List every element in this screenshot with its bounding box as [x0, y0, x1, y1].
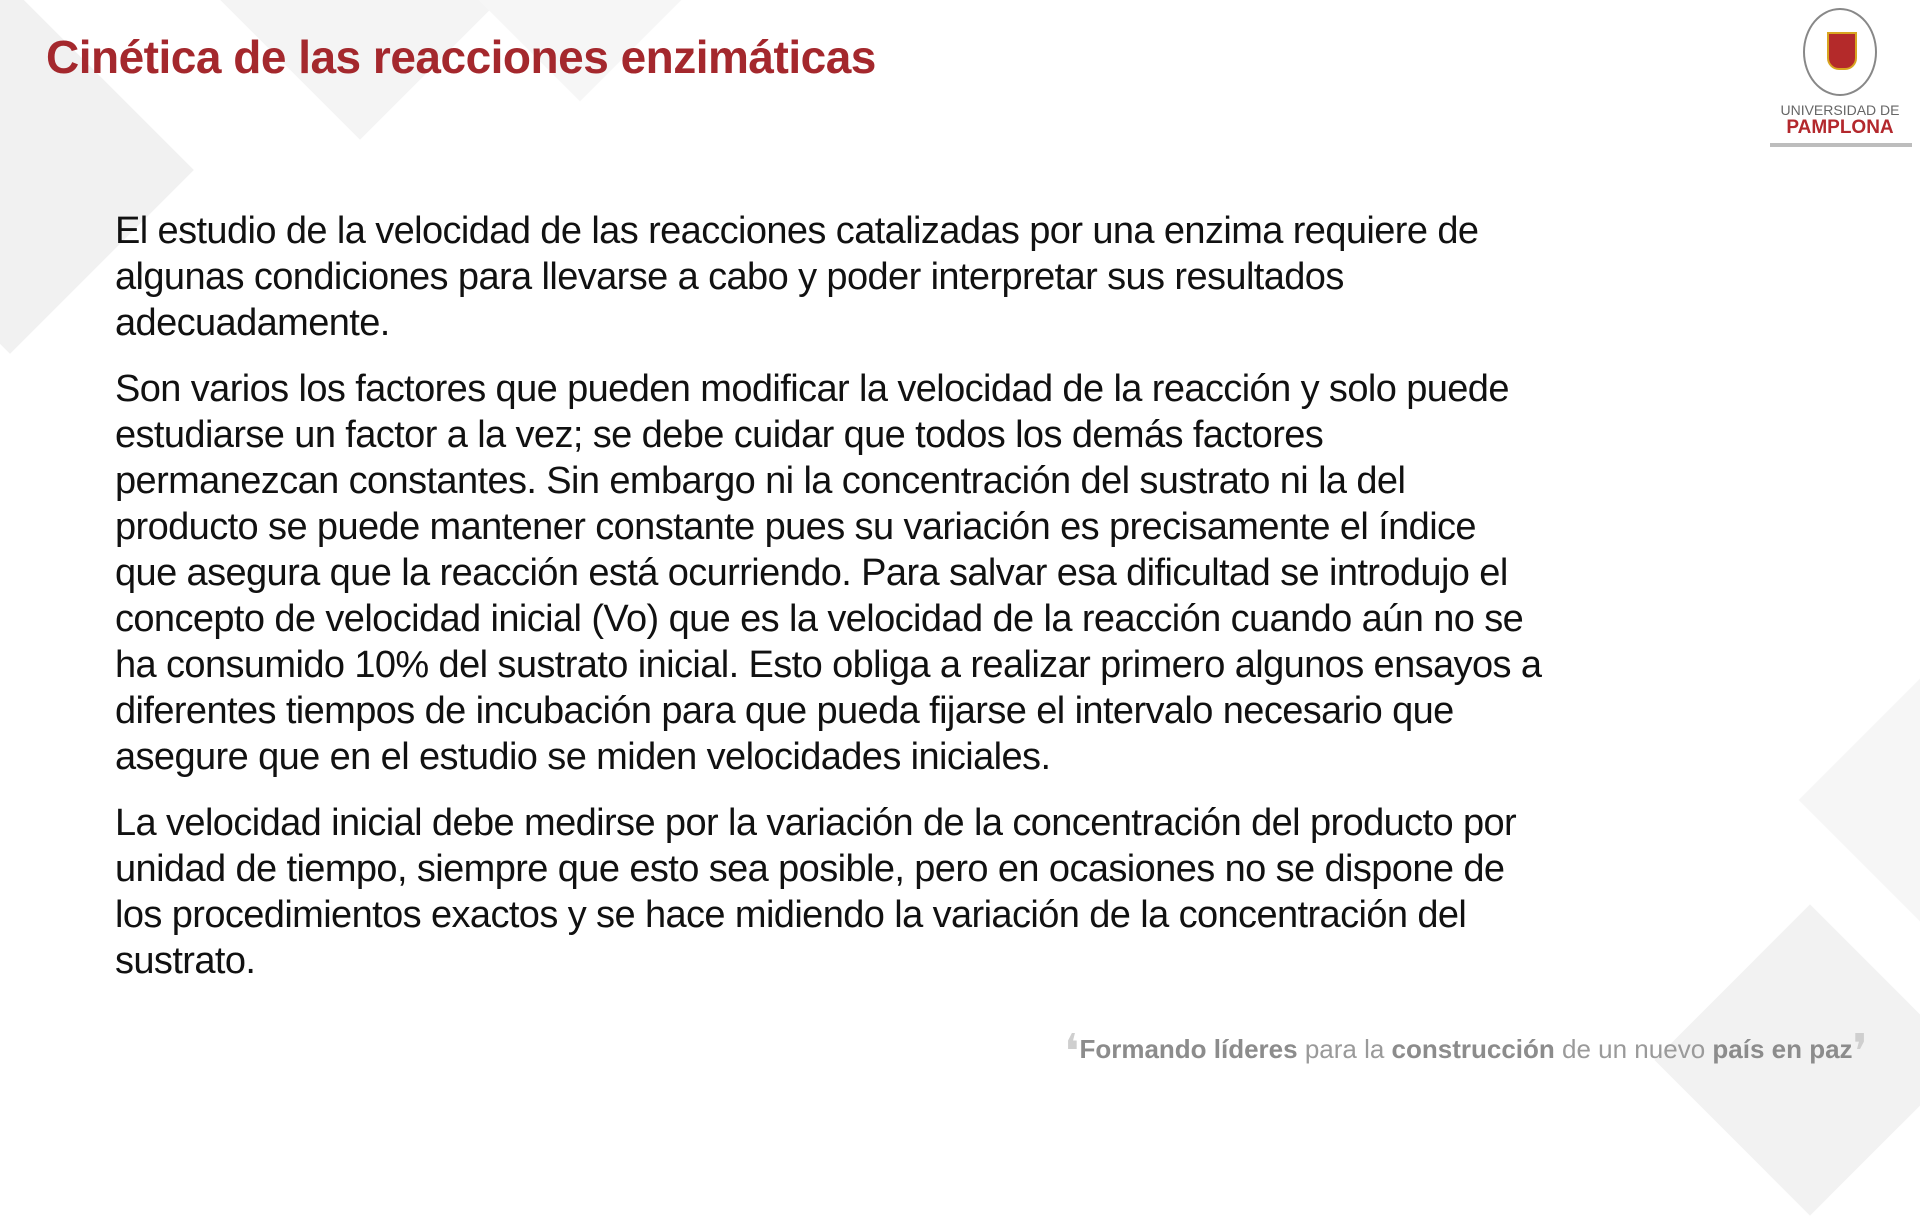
text-line: algunas condiciones para llevarse a cabo y poder interpretar sus resultados	[115, 256, 1344, 298]
paragraph	[115, 800, 1815, 984]
text-line: estudiarse un factor a la vez; se debe cuidar que todos los demás factores	[115, 414, 1324, 456]
slogan-part: construcción	[1391, 1034, 1555, 1064]
footer-slogan	[1064, 1024, 1868, 1080]
university-logo	[1770, 8, 1910, 158]
slogan-part: para la	[1297, 1034, 1392, 1064]
slogan-part: de un nuevo	[1554, 1034, 1713, 1064]
paragraph	[115, 366, 1815, 780]
slogan-part: país en paz	[1712, 1034, 1853, 1064]
open-quote-icon: ❛	[1063, 1024, 1080, 1080]
logo-divider	[1770, 143, 1912, 147]
text-line: adecuadamente.	[115, 302, 390, 344]
university-seal-icon	[1803, 8, 1877, 96]
text-line: El estudio de la velocidad de las reacciones catalizadas por una enzima requiere de	[115, 210, 1479, 252]
text-line: que asegura que la reacción está ocurriendo. Para salvar esa dificultad se introdujo el	[115, 552, 1508, 594]
text-line: producto se puede mantener constante pues su variación es precisamente el índice	[115, 506, 1476, 548]
text-line: los procedimientos exactos y se hace midiendo la variación de la concentración del	[115, 894, 1467, 936]
text-line: diferentes tiempos de incubación para que pueda fijarse el intervalo necesario que	[115, 690, 1454, 732]
logo-line-1: UNIVERSIDAD DE	[1780, 102, 1900, 118]
slide-title: Cinética de las reacciones enzimáticas	[46, 31, 876, 83]
text-line: asegure que en el estudio se miden velocidades iniciales.	[115, 736, 1051, 778]
slogan-part: Formando líderes	[1079, 1034, 1298, 1064]
text-line: unidad de tiempo, siempre que esto sea posible, pero en ocasiones no se dispone de	[115, 848, 1505, 890]
close-quote-icon: ❜	[1852, 1024, 1868, 1080]
text-line: concepto de velocidad inicial (Vo) que es la velocidad de la reacción cuando aún no se	[115, 598, 1524, 640]
text-line: Son varios los factores que pueden modificar la velocidad de la reacción y solo puede	[115, 368, 1509, 410]
paragraph	[115, 208, 1815, 346]
logo-line-2: PAMPLONA	[1786, 117, 1894, 138]
text-line: permanezcan constantes. Sin embargo ni la concentración del sustrato ni la del	[115, 460, 1406, 502]
slide-body	[115, 208, 1815, 1004]
text-line: sustrato.	[115, 940, 256, 982]
text-line: ha consumido 10% del sustrato inicial. Esto obliga a realizar primero algunos ensayos a	[115, 644, 1542, 686]
text-line: La velocidad inicial debe medirse por la variación de la concentración del producto por	[115, 802, 1517, 844]
